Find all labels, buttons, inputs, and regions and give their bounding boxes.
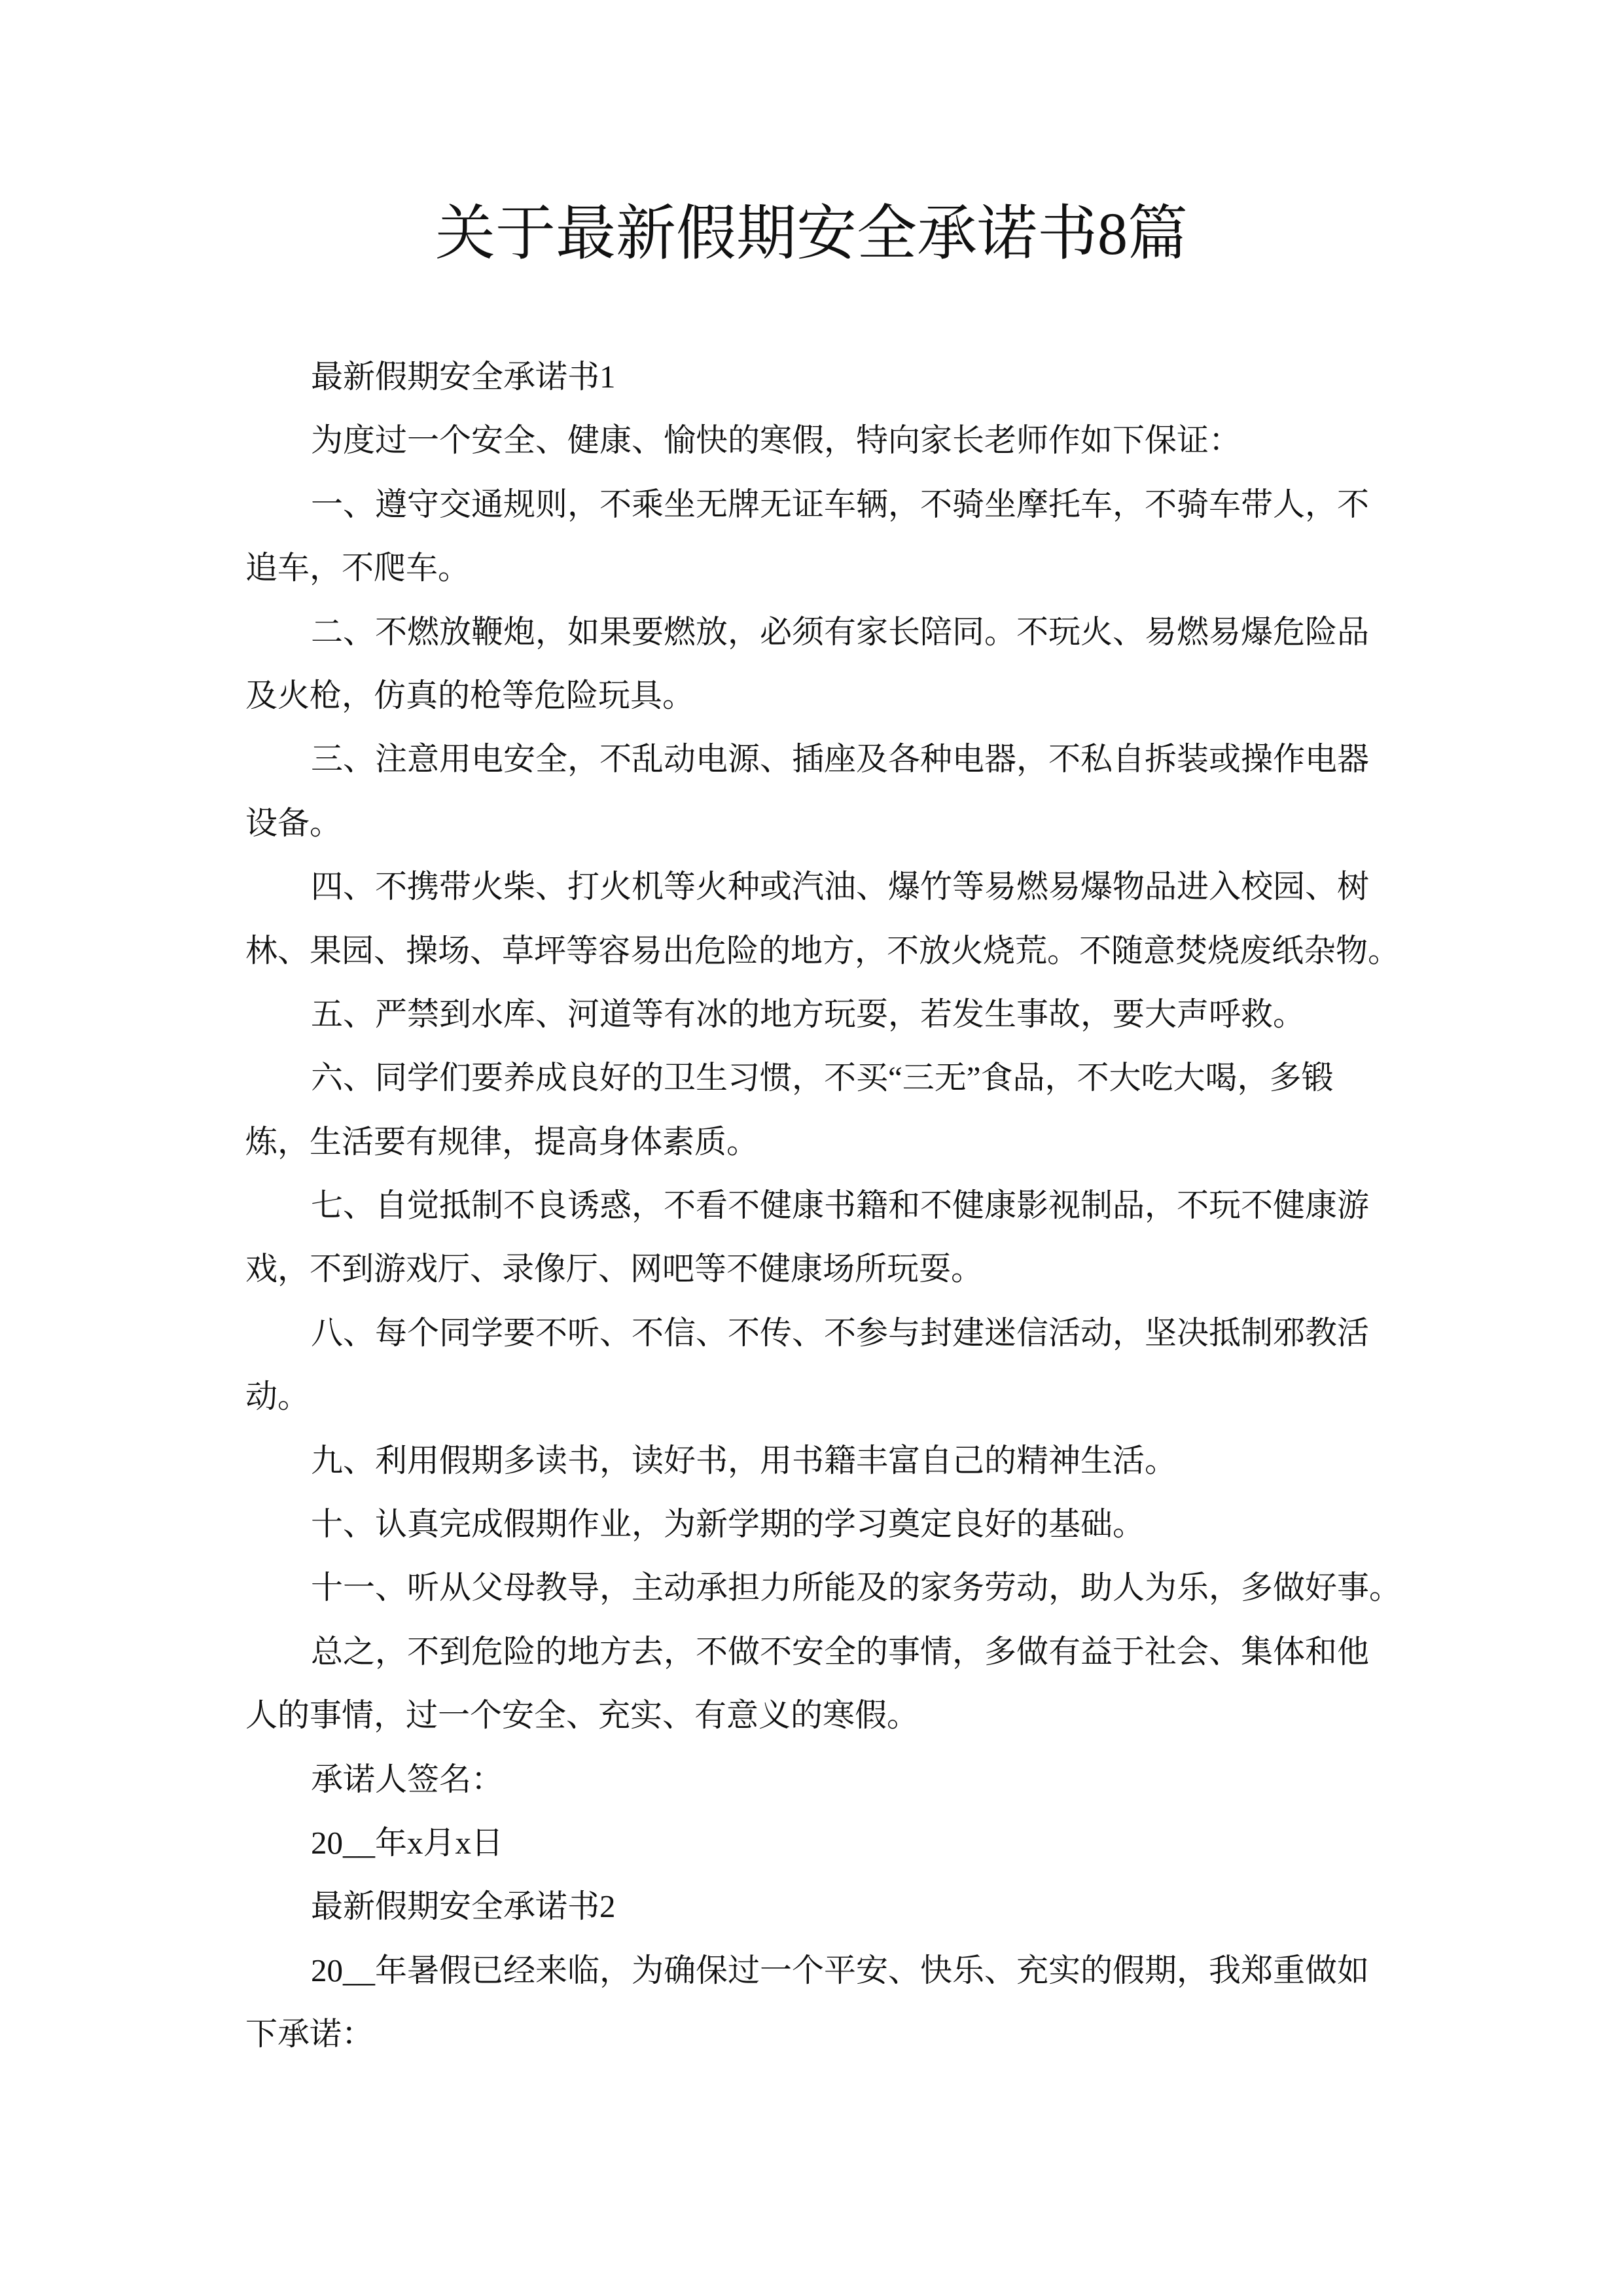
text-line: 林、果园、操场、草坪等容易出危险的地方，不放火烧荒。不随意焚烧废纸杂物。 [245, 932, 1400, 969]
text-line: 六、同学们要养成良好的卫生习惯，不买“三无”食品，不大吃大喝，多锻 [311, 1060, 1334, 1096]
text-line: 下承诺： [245, 2016, 374, 2053]
text-line: 及火枪，仿真的枪等危险玩具。 [245, 677, 695, 713]
text-line: 动。 [245, 1378, 310, 1415]
text-line: 九、利用假期多读书，读好书，用书籍丰富自己的精神生活。 [311, 1442, 1177, 1479]
text-line: 十、认真完成假期作业，为新学期的学习奠定良好的基础。 [311, 1506, 1145, 1543]
text-line: 最新假期安全承诺书1 [311, 359, 616, 395]
text-line: 三、注意用电安全，不乱动电源、插座及各种电器，不私自拆装或操作电器 [311, 741, 1370, 778]
text-line: 十一、听从父母教导，主动承担力所能及的家务劳动，助人为乐，多做好事。 [311, 1570, 1402, 1606]
text-line: 八、每个同学要不听、不信、不传、不参与封建迷信活动，坚决抵制邪教活 [311, 1314, 1370, 1351]
text-line: 二、不燃放鞭炮，如果要燃放，必须有家长陪同。不玩火、易燃易爆危险品 [311, 613, 1370, 650]
text-line: 戏，不到游戏厅、录像厅、网吧等不健康场所玩耍。 [245, 1251, 984, 1287]
text-line: 五、严禁到水库、河道等有冰的地方玩耍，若发生事故，要大声呼救。 [311, 996, 1306, 1032]
text-line: 20__年x月x日 [311, 1824, 504, 1861]
document-title: 关于最新假期安全承诺书8篇 [435, 200, 1188, 267]
text-line: 总之，不到危险的地方去，不做不安全的事情，多做有益于社会、集体和他 [311, 1633, 1370, 1670]
text-line: 最新假期安全承诺书2 [311, 1888, 616, 1925]
text-line: 为度过一个安全、健康、愉快的寒假，特向家长老师作如下保证： [311, 422, 1241, 459]
text-line: 一、遵守交通规则，不乘坐无牌无证车辆，不骑坐摩托车，不骑车带人，不 [311, 486, 1370, 522]
text-line: 设备。 [245, 804, 342, 841]
text-line: 承诺人签名： [311, 1761, 504, 1797]
text-line: 炼，生活要有规律，提高身体素质。 [245, 1123, 759, 1160]
text-line: 人的事情，过一个安全、充实、有意义的寒假。 [245, 1697, 919, 1734]
text-line: 追车，不爬车。 [245, 550, 471, 586]
document-body [245, 345, 1402, 2066]
text-line: 四、不携带火柴、打火机等火种或汽油、爆竹等易燃易爆物品进入校园、树 [311, 869, 1370, 905]
text-line: 20__年暑假已经来临，为确保过一个平安、快乐、充实的假期，我郑重做如 [311, 1952, 1370, 1988]
text-line: 七、自觉抵制不良诱惑，不看不健康书籍和不健康影视制品，不玩不健康游 [311, 1187, 1370, 1224]
